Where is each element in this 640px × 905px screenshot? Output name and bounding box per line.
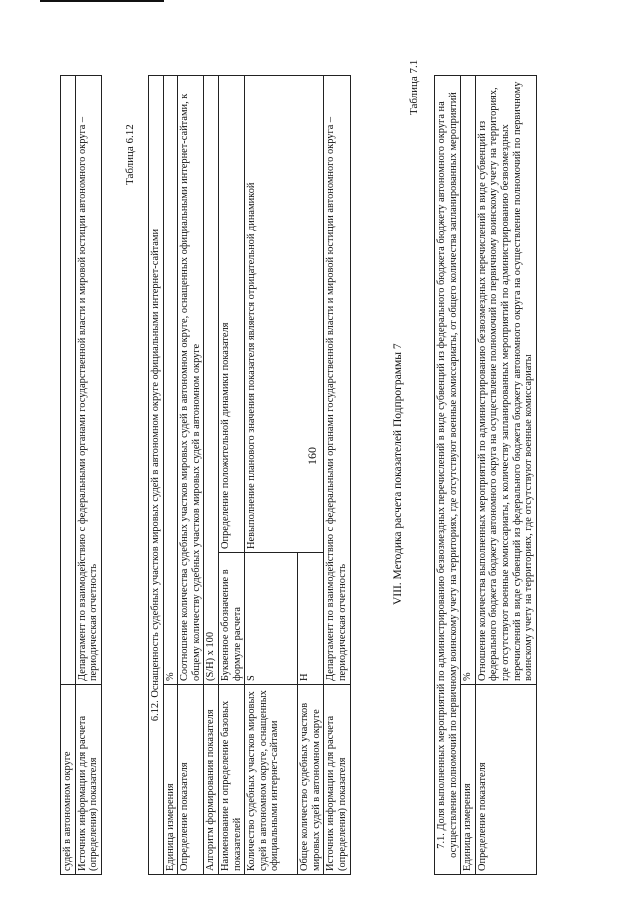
table-cell: Алгоритм формирования показателя [204,685,219,875]
table-cell: % [461,76,476,685]
table-row [324,76,350,875]
table-row [435,76,461,875]
table-caption: Таблица 6.12 [124,124,136,185]
table-title: 6.12. Оснащенность судебных участков мировых судей в автономном округе официальными интернет-сайтами [149,76,164,875]
table-row [204,76,219,875]
table-row [245,76,298,875]
table-row [163,76,178,875]
table-cell: Департамент по взаимодействию с федеральными органами государственной власти и мировой юстиции автономного округа – периодическая отчетность [324,76,350,685]
table-continuation [60,75,102,875]
table-cell [61,76,76,685]
table-cell: H [298,553,324,685]
table-cell: S [245,553,298,685]
table-cell: (S/H) x 100 [204,76,219,685]
table-cell: Соотношение количества судебных участков мировых судей в автономном округе, оснащенных официальными интернет-сайтами, к общему количеству судебных участков мировых судей в автономном округе [178,76,204,685]
table-row [475,76,536,875]
table-cell: Наименование и определение базовых показателей [218,685,244,875]
table-row [61,76,76,875]
table-6-12 [148,75,351,875]
table-cell: Источник информации для расчета (определения) показателя [75,685,101,875]
table-row [178,76,204,875]
table-cell: Общее количество судебных участков мировых судей в автономном округе [298,685,324,875]
table-cell: Определение положительной динамики показателя [218,76,244,553]
table-title: 7.1. Доля выполненных мероприятий по администрированию безвозмездных перечислений в виде субвенций из федерального бюджета бюджету автономного округа на осуществление полномочий по первичному воинскому учету на территориях, где отсутствуют военные комиссариаты, от общего количества запланированных мероприятий [435,76,461,875]
table-cell: Невыполнение планового значения показателя является отрицательной динамикой [245,76,324,553]
table-cell: Определение показателя [475,685,536,875]
table-cell: Департамент по взаимодействию с федеральными органами государственной власти и мировой юстиции автономного округа – периодическая отчетность [75,76,101,685]
table-cell: Единица измерения [461,685,476,875]
table-row [149,76,164,875]
table-cell: Источник информации для расчета (определения) показателя [324,685,350,875]
table-caption: Таблица 7.1 [408,59,420,115]
table-cell: Отношение количества выполненных мероприятий по администрированию безвозмездных перечислений в виде субвенций из федерального бюджета бюджету автономного округа на осуществление полномочий по первичному воинскому учету на территориях, где отсутствуют военные комиссариаты, к количеству запланированных мероприятий по администрированию безвозмездных перечислений в виде субвенций из федерального бюджета бюджету автономного округа на осуществление полномочий по первичному воинскому учету на территориях, где отсутствуют военные комиссариаты [475,76,536,685]
table-row [218,76,244,875]
table-cell: Буквенное обозначение в формуле расчета [218,553,244,685]
table-cell: % [163,76,178,685]
table-7-1 [434,75,537,875]
table-row [461,76,476,875]
table-cell: Количество судебных участков мировых судей в автономном округе, оснащенных официальными интернет-сайтами [245,685,298,875]
table-cell: Определение показателя [178,685,204,875]
table-row [75,76,101,875]
page-number: 160 [305,447,319,465]
table-cell: Единица измерения [163,685,178,875]
section-heading: VIII. Методика расчета показателей Подпрограммы 7 [392,343,404,605]
table-cell: судей в автономном округе [61,685,76,875]
